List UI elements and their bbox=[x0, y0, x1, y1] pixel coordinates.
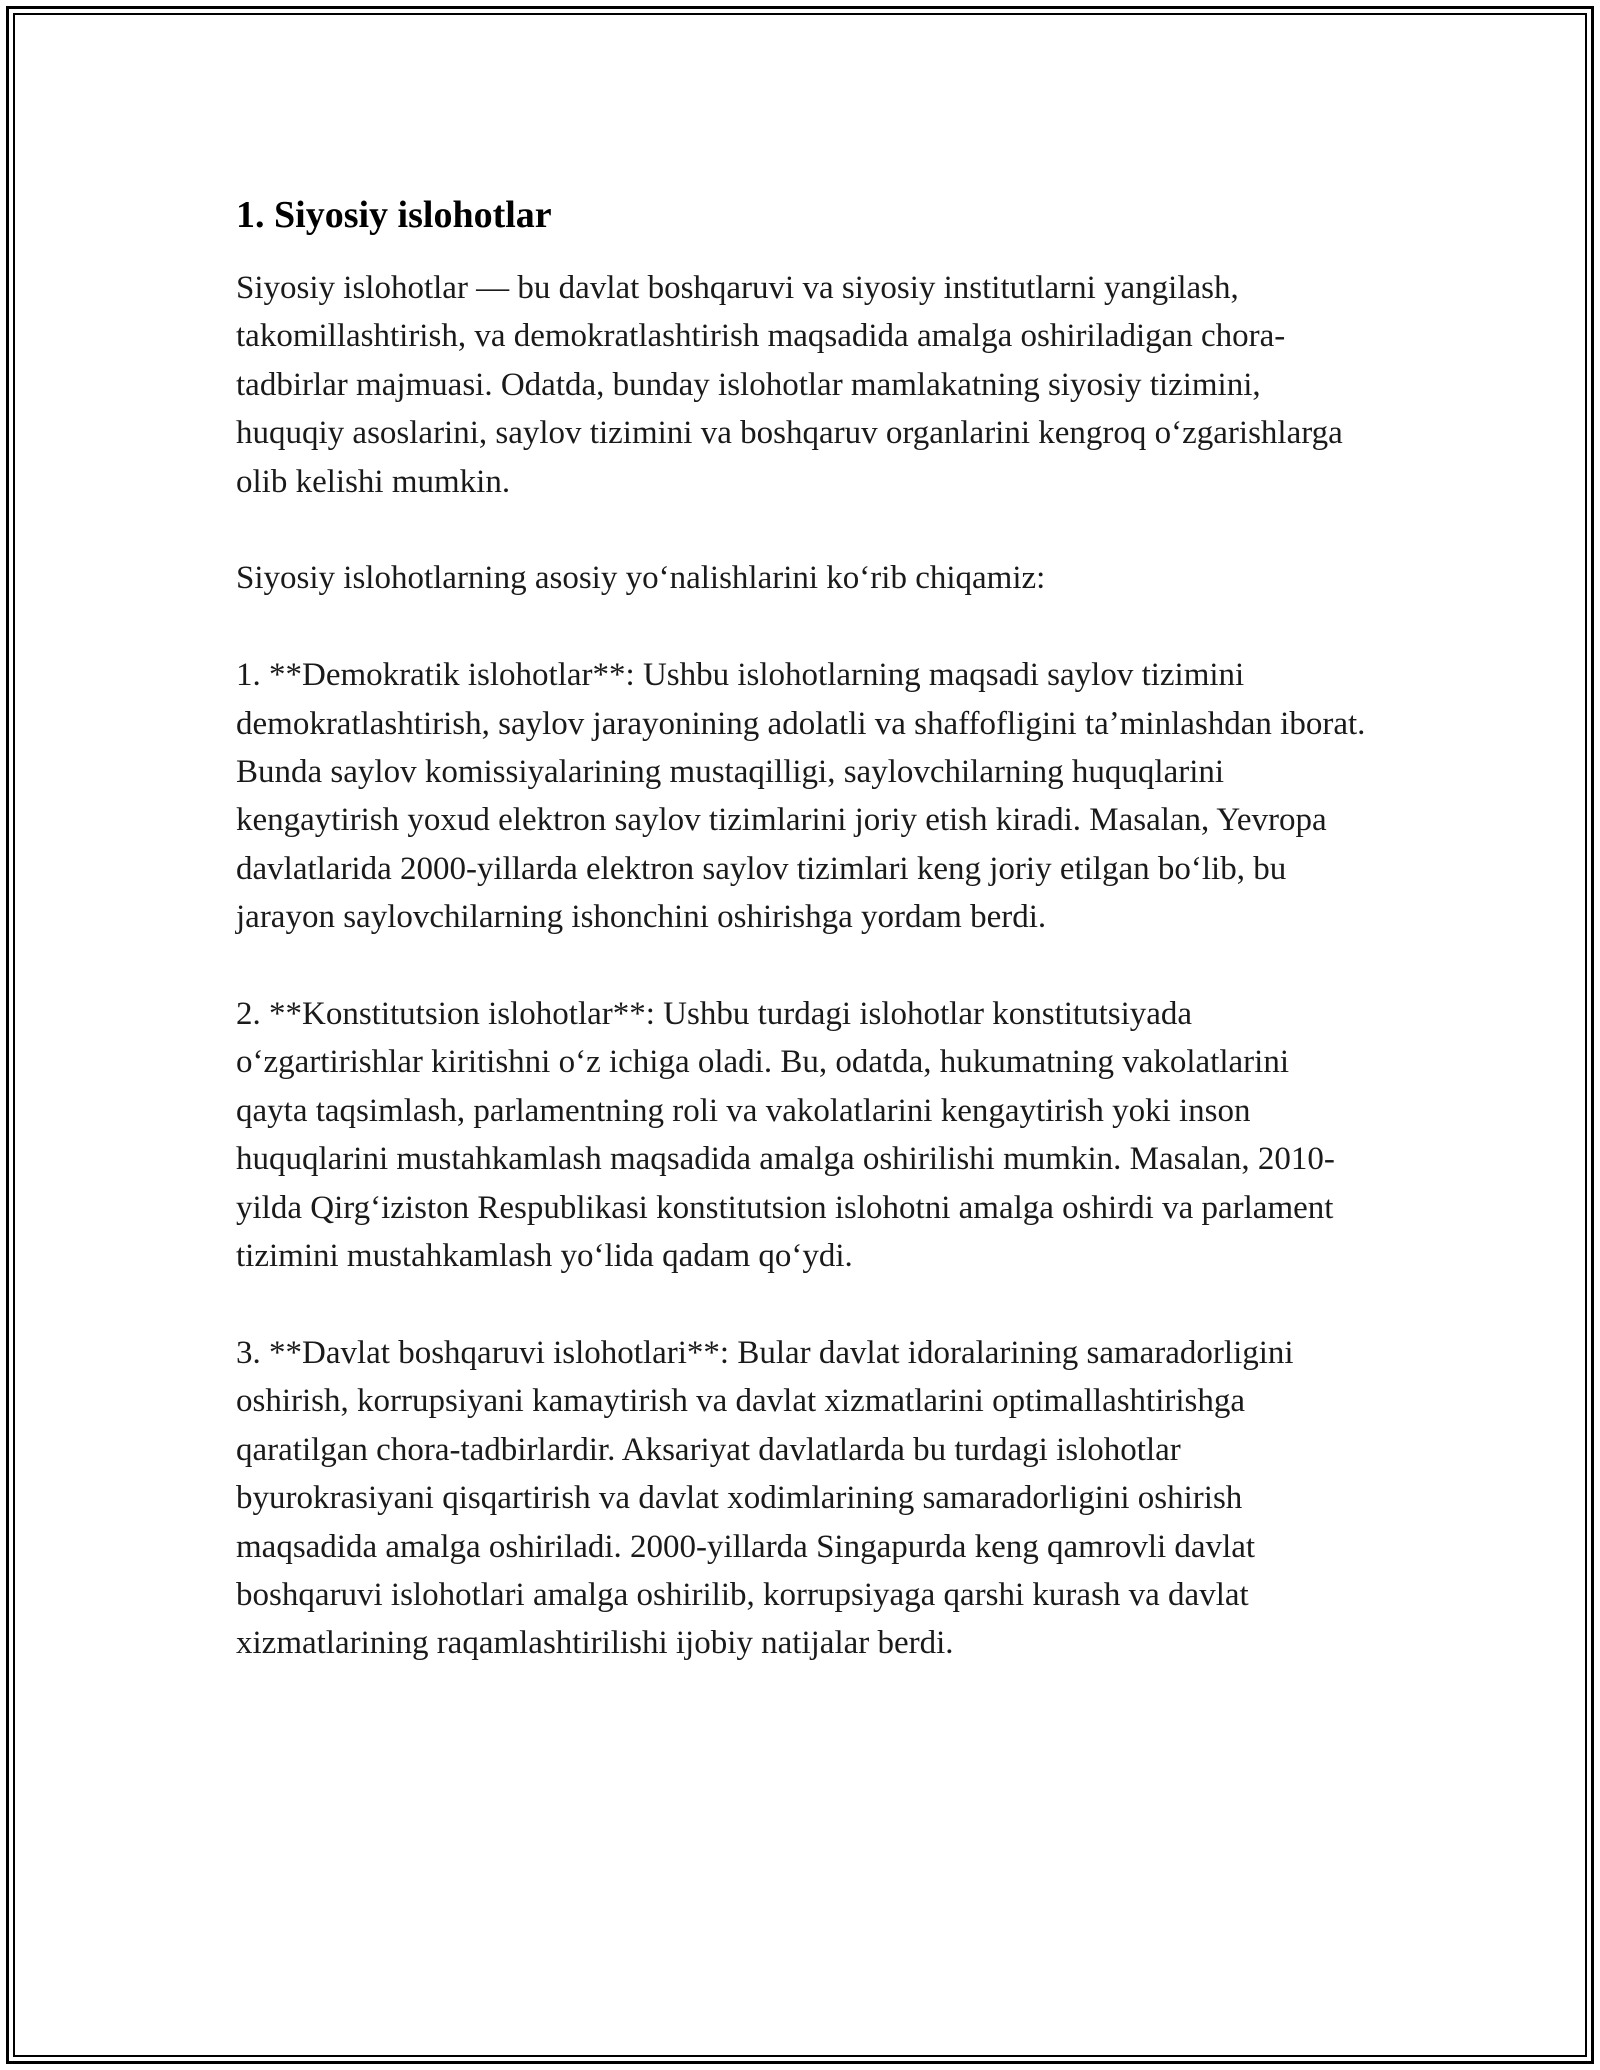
directions-intro-paragraph: Siyosiy islohotlarning asosiy yoʻnalishlarini koʻrib chiqamiz: bbox=[236, 560, 1046, 597]
democratic-reforms-paragraph: 1. **Demokratik islohotlar**: Ushbu islohotlarning maqsadi saylov tizimini demokratlashtirish, saylov jarayonining adolatli va shaffofligini taʼminlashdan iborat. Bunda saylov komissiyalarining mustaqilligi, saylovchilarning huquqlarini kengaytirish yoxud elektron saylov tizimlarini joriy etish kiradi. Masalan, Yevropa davlatlarida 2000-yillarda elektron saylov tizimlari keng joriy etilgan boʻlib, bu jarayon saylovchilarning ishonchini oshirishga yordam berdi. bbox=[236, 657, 1366, 936]
document-body bbox=[236, 186, 1366, 1716]
constitutional-reforms-paragraph: 2. **Konstitutsion islohotlar**: Ushbu turdagi islohotlar konstitutsiyada oʻzgartirishlar kiritishni oʻz ichiga oladi. Bu, odatda, hukumatning vakolatlarini qayta taqsimlash, parlamentning roli va vakolatlarini kengaytirish yoki inson huquqlarini mustahkamlash maqsadida amalga oshirilishi mumkin. Masalan, 2010-yilda Qirgʻiziston Respublikasi konstitutsion islohotni amalga oshirdi va parlament tizimini mustahkamlash yoʻlida qadam qoʻydi. bbox=[236, 996, 1335, 1275]
section-heading: 1. Siyosiy islohotlar bbox=[236, 194, 552, 236]
intro-paragraph: Siyosiy islohotlar — bu davlat boshqaruvi va siyosiy institutlarni yangilash, takomillashtirish, va demokratlashtirish maqsadida amalga oshiriladigan chora-tadbirlar majmuasi. Odatda, bunday islohotlar mamlakatning siyosiy tizimini, huquqiy asoslarini, saylov tizimini va boshqaruv organlarini kengroq oʻzgarishlarga olib kelishi mumkin. bbox=[236, 270, 1343, 500]
governance-reforms-paragraph: 3. **Davlat boshqaruvi islohotlari**: Bular davlat idoralarining samaradorligini oshirish, korrupsiyani kamaytirish va davlat xizmatlarini optimallashtirishga qaratilgan chora-tadbirlardir. Aksariyat davlatlarda bu turdagi islohotlar byurokrasiyani qisqartirish va davlat xodimlarining samaradorligini oshirish maqsadida amalga oshiriladi. 2000-yillarda Singapurda keng qamrovli davlat boshqaruvi islohotlari amalga oshirilib, korrupsiyaga qarshi kurash va davlat xizmatlarining raqamlashtirilishi ijobiy natijalar berdi. bbox=[236, 1334, 1294, 1662]
